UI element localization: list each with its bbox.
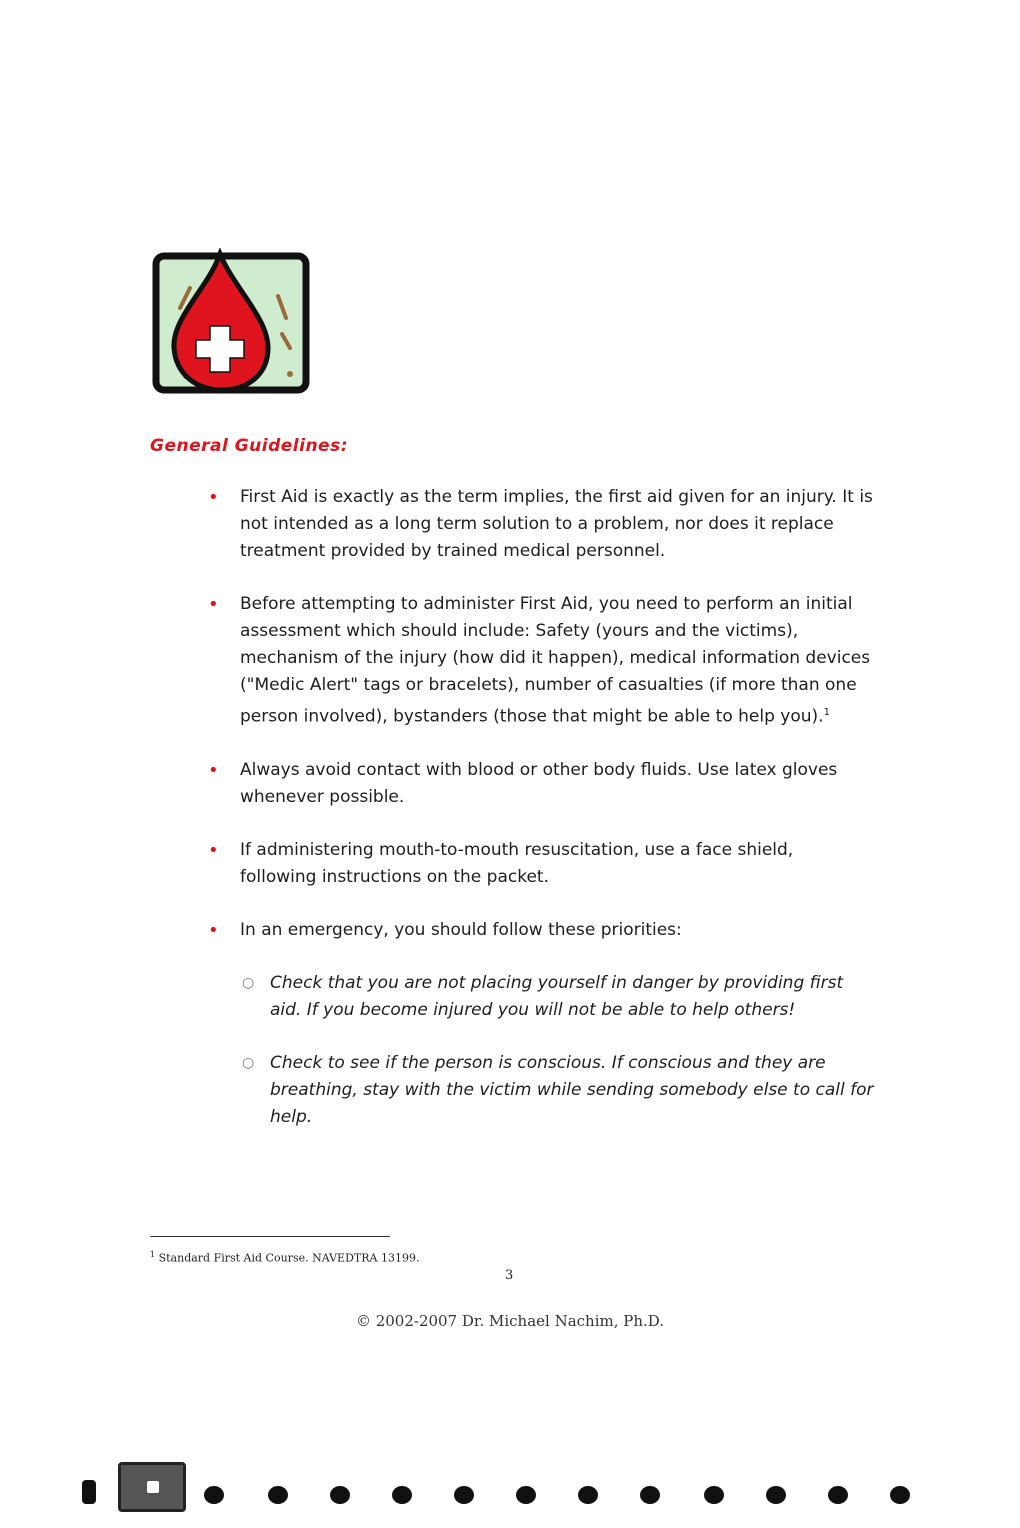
page-number: 3 (505, 1268, 514, 1283)
list-item (205, 591, 875, 731)
current-page-indicator[interactable] (118, 1462, 186, 1512)
list-item (205, 837, 875, 891)
list-item-text: If administering mouth-to-mouth resuscitation, use a face shield, following instructions on the packet. (240, 839, 794, 887)
list-item-text: Always avoid contact with blood or other body fluids. Use latex gloves whenever possible. (240, 759, 838, 807)
page-square-icon (147, 1481, 159, 1493)
bullet-icon: • (208, 919, 219, 941)
circle-bullet-icon: ○ (242, 1054, 255, 1071)
list-item-text: Before attempting to administer First Aid, you need to perform an initial assessment which should include: Safety (yours and the victims), mechanism of the injury (how did it happen), medical information devices ("Medic Alert" tags or bracelets), number of casualties (if more than one person involved), bystanders (those that might be able to help you). (240, 594, 871, 727)
page-dot[interactable] (890, 1486, 910, 1504)
bullet-icon: • (208, 487, 219, 508)
blood-drop-first-aid-icon (150, 248, 314, 398)
priorities-sublist (240, 970, 875, 1131)
list-item (205, 917, 875, 1131)
list-item-text: In an emergency, you should follow these priorities: (240, 919, 682, 940)
copyright-notice: © 2002-2007 Dr. Michael Nachim, Ph.D. (355, 1312, 665, 1330)
sublist-item-text: Check that you are not placing yourself in danger by providing first aid. If you become injured you will not be able to help others! (270, 972, 844, 1020)
bullet-icon: • (208, 839, 219, 861)
sublist-item-text: Check to see if the person is conscious. If conscious and they are breathing, stay with the victim while sending somebody else to call for help. (270, 1052, 874, 1127)
section-heading: General Guidelines: (150, 436, 349, 456)
bullet-icon: • (208, 759, 219, 781)
sublist-item (240, 970, 875, 1024)
footnote-marker: 1 (150, 1250, 156, 1259)
footnote-divider (150, 1236, 390, 1237)
footnote (150, 1250, 419, 1265)
page-dot[interactable] (766, 1486, 786, 1504)
page-dot[interactable] (204, 1486, 224, 1504)
footnote-text: Standard First Aid Course. NAVEDTRA 13199. (158, 1251, 420, 1265)
guidelines-list (205, 484, 875, 1157)
circle-bullet-icon: ○ (242, 974, 255, 991)
list-item (205, 757, 875, 811)
page-dot[interactable] (392, 1486, 412, 1504)
page-dot[interactable] (828, 1486, 848, 1504)
page-dot[interactable] (516, 1486, 536, 1504)
first-page-handle[interactable] (82, 1480, 96, 1504)
page-dot[interactable] (330, 1486, 350, 1504)
footnote-reference[interactable]: 1 (823, 707, 830, 718)
list-item (205, 484, 875, 565)
page-dot[interactable] (704, 1486, 724, 1504)
page-navigation (70, 1460, 940, 1520)
page-dot[interactable] (268, 1486, 288, 1504)
sublist-item (240, 1050, 875, 1131)
list-item-text: First Aid is exactly as the term implies, the first aid given for an injury. It is not intended as a long term solution to a problem, nor does it replace treatment provided by trained medical personnel. (240, 487, 873, 561)
bullet-icon: • (208, 594, 219, 615)
page-dot[interactable] (640, 1486, 660, 1504)
page-dot[interactable] (578, 1486, 598, 1504)
page-dot[interactable] (454, 1486, 474, 1504)
